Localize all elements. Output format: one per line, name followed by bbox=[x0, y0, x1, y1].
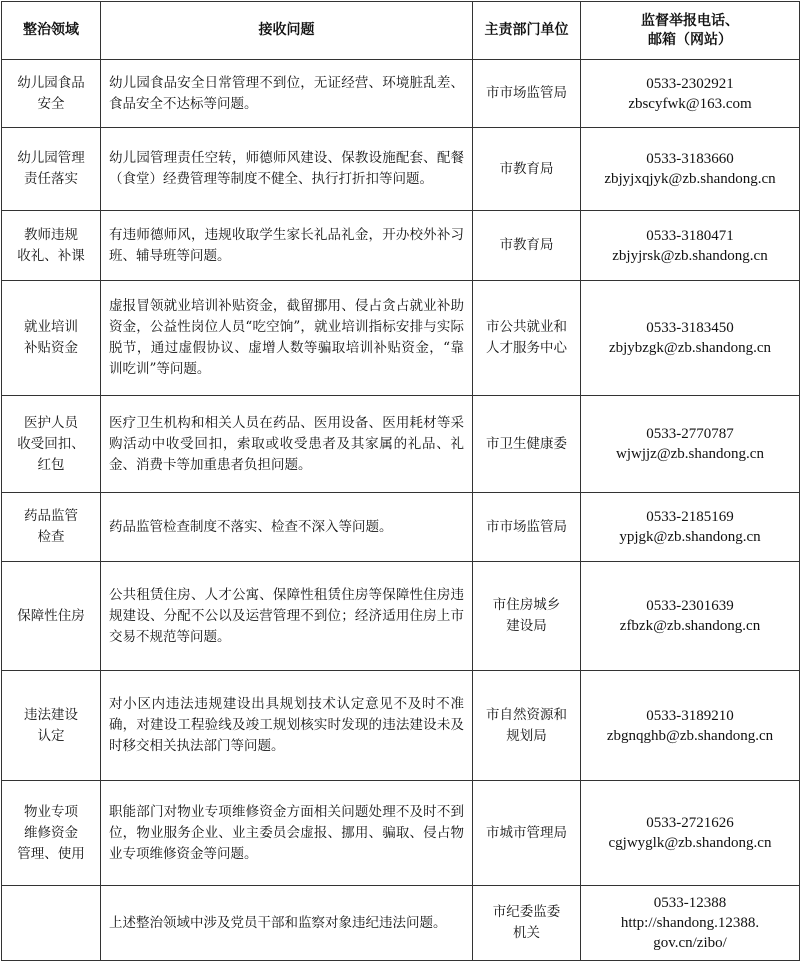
domain-cell bbox=[2, 886, 101, 961]
dept-cell bbox=[473, 493, 581, 562]
domain-line: 红包 bbox=[37, 456, 65, 473]
contact-cell bbox=[581, 781, 800, 886]
dept-cell bbox=[473, 396, 581, 493]
email-address[interactable]: wjwjjz@zb.shandong.cn bbox=[616, 446, 764, 462]
issue-cell: 幼儿园食品安全日常管理不到位，无证经营、环境脏乱差、食品安全不达标等问题。 bbox=[101, 60, 473, 128]
dept-cell bbox=[473, 281, 581, 396]
dept-line: 人才服务中心 bbox=[486, 340, 567, 356]
domain-line: 维修资金 bbox=[24, 824, 78, 841]
email-address[interactable]: zbgnqghb@zb.shandong.cn bbox=[606, 727, 774, 744]
header-row bbox=[2, 2, 800, 60]
domain-line: 检查 bbox=[37, 529, 65, 545]
dept-line: 市市场监管局 bbox=[486, 518, 567, 535]
domain-line: 教师违规 bbox=[24, 226, 78, 243]
domain-cell bbox=[2, 211, 101, 281]
header-dept: 主责部门单位 bbox=[473, 2, 581, 60]
domain-line: 责任落实 bbox=[24, 171, 78, 187]
phone-number: 0533-2302921 bbox=[646, 75, 734, 92]
email-address[interactable]: zfbzk@zb.shandong.cn bbox=[619, 618, 761, 634]
domain-line: 收礼、补课 bbox=[17, 247, 85, 264]
phone-number: 0533-2770787 bbox=[646, 426, 734, 442]
domain-line: 物业专项 bbox=[24, 803, 78, 820]
table-row bbox=[2, 562, 800, 671]
domain-line: 认定 bbox=[37, 727, 65, 744]
domain-line: 补贴资金 bbox=[24, 340, 78, 356]
domain-line: 药品监管 bbox=[24, 508, 78, 524]
website-line[interactable]: gov.cn/zibo/ bbox=[653, 935, 727, 951]
issue-cell: 有违师德师风，违规收取学生家长礼品礼金，开办校外补习班、辅导班等问题。 bbox=[101, 211, 473, 281]
table-row bbox=[2, 886, 800, 961]
table-row bbox=[2, 211, 800, 281]
phone-number: 0533-2301639 bbox=[646, 598, 734, 614]
table-row bbox=[2, 281, 800, 396]
dept-line: 市公共就业和 bbox=[486, 319, 567, 335]
domain-cell bbox=[2, 281, 101, 396]
issue-cell: 公共租赁住房、人才公寓、保障性租赁住房等保障性住房违规建设、分配不公以及运营管理不到位；经济适用住房上市交易不规范等问题。 bbox=[101, 562, 473, 671]
website-line[interactable]: http://shandong.12388. bbox=[620, 915, 760, 931]
contact-cell bbox=[581, 886, 800, 961]
domain-line: 就业培训 bbox=[24, 319, 78, 335]
domain-cell bbox=[2, 396, 101, 493]
phone-number: 0533-3183660 bbox=[646, 151, 734, 167]
contact-cell bbox=[581, 128, 800, 211]
contact-cell bbox=[581, 493, 800, 562]
dept-cell bbox=[473, 781, 581, 886]
phone-number: 0533-3189210 bbox=[646, 707, 734, 724]
header-contact bbox=[581, 2, 800, 60]
dept-line: 建设局 bbox=[506, 618, 547, 634]
email-address[interactable]: zbjybzgk@zb.shandong.cn bbox=[608, 340, 772, 356]
phone-number: 0533-12388 bbox=[653, 895, 727, 911]
table-row bbox=[2, 396, 800, 493]
contact-cell bbox=[581, 396, 800, 493]
domain-cell bbox=[2, 60, 101, 128]
issue-cell: 幼儿园管理责任空转，师德师风建设、保教设施配套、配餐（食堂）经费管理等制度不健全、执行打折扣等问题。 bbox=[101, 128, 473, 211]
dept-line: 机关 bbox=[513, 925, 540, 941]
dept-line: 市市场监管局 bbox=[486, 85, 567, 101]
dept-line: 市教育局 bbox=[499, 160, 554, 177]
issue-cell: 职能部门对物业专项维修资金方面相关问题处理不及时不到位，物业服务企业、业主委员会虚报、挪用、骗取、侵占物业专项维修资金等问题。 bbox=[101, 781, 473, 886]
issue-cell: 药品监管检查制度不落实、检查不深入等问题。 bbox=[101, 493, 473, 562]
domain-cell bbox=[2, 128, 101, 211]
contact-cell bbox=[581, 671, 800, 781]
domain-cell bbox=[2, 493, 101, 562]
complaint-table bbox=[1, 1, 800, 961]
contact-cell bbox=[581, 562, 800, 671]
dept-line: 市城市管理局 bbox=[486, 824, 567, 841]
email-address[interactable]: zbscyfwk@163.com bbox=[628, 95, 752, 112]
domain-line: 幼儿园管理 bbox=[17, 150, 85, 166]
email-address[interactable]: zbjyjrsk@zb.shandong.cn bbox=[612, 247, 768, 264]
dept-cell bbox=[473, 60, 581, 128]
dept-cell bbox=[473, 886, 581, 961]
domain-line: 保障性住房 bbox=[17, 607, 85, 624]
dept-line: 市卫生健康委 bbox=[486, 435, 567, 452]
issue-cell: 对小区内违法违规建设出具规划技术认定意见不及时不准确，对建设工程验线及竣工规划核实时发现的违法建设未及时移交相关执法部门等问题。 bbox=[101, 671, 473, 781]
table-row bbox=[2, 493, 800, 562]
phone-number: 0533-3183450 bbox=[646, 320, 734, 336]
dept-cell bbox=[473, 211, 581, 281]
header-issue: 接收问题 bbox=[101, 2, 473, 60]
domain-cell bbox=[2, 781, 101, 886]
dept-line: 市纪委监委 bbox=[492, 904, 561, 920]
contact-cell bbox=[581, 60, 800, 128]
contact-cell bbox=[581, 211, 800, 281]
phone-number: 0533-3180471 bbox=[646, 227, 734, 244]
dept-line: 市住房城乡 bbox=[492, 597, 561, 613]
header-contact-line1: 监督举报电话、 bbox=[641, 12, 739, 29]
issue-cell: 医疗卫生机构和相关人员在药品、医用设备、医用耗材等采购活动中收受回扣，索取或收受患者及其家属的礼品、礼金、消费卡等加重患者负担问题。 bbox=[101, 396, 473, 493]
dept-cell bbox=[473, 671, 581, 781]
email-address[interactable]: zbjyjxqjyk@zb.shandong.cn bbox=[604, 171, 776, 187]
domain-line: 幼儿园食品 bbox=[17, 74, 85, 91]
email-address[interactable]: cgjwyglk@zb.shandong.cn bbox=[608, 835, 772, 851]
table-row bbox=[2, 781, 800, 886]
domain-line: 管理、使用 bbox=[17, 845, 85, 862]
table-row bbox=[2, 671, 800, 781]
issue-cell: 上述整治领域中涉及党员干部和监察对象违纪违法问题。 bbox=[101, 886, 473, 961]
dept-line: 规划局 bbox=[506, 727, 547, 744]
table-row bbox=[2, 128, 800, 211]
phone-number: 0533-2721626 bbox=[646, 815, 734, 831]
domain-cell bbox=[2, 562, 101, 671]
header-domain: 整治领域 bbox=[2, 2, 101, 60]
phone-number: 0533-2185169 bbox=[646, 509, 734, 525]
domain-cell bbox=[2, 671, 101, 781]
dept-line: 市教育局 bbox=[499, 237, 554, 253]
table-row bbox=[2, 60, 800, 128]
issue-cell: 虚报冒领就业培训补贴资金，截留挪用、侵占贪占就业补助资金，公益性岗位人员“吃空饷”，就业培训指标安排与实际脱节，通过虚假协议、虚增人数等骗取培训补贴资金，“靠训吃训”等问题。 bbox=[101, 281, 473, 396]
header-contact-line2: 邮箱（网站） bbox=[648, 31, 732, 48]
domain-line: 安全 bbox=[37, 95, 65, 112]
domain-line: 医护人员 bbox=[24, 414, 78, 431]
domain-line: 违法建设 bbox=[24, 706, 78, 723]
email-address[interactable]: ypjgk@zb.shandong.cn bbox=[619, 529, 761, 545]
dept-cell bbox=[473, 562, 581, 671]
contact-cell bbox=[581, 281, 800, 396]
dept-line: 市自然资源和 bbox=[486, 706, 567, 723]
dept-cell bbox=[473, 128, 581, 211]
domain-line: 收受回扣、 bbox=[17, 435, 85, 452]
